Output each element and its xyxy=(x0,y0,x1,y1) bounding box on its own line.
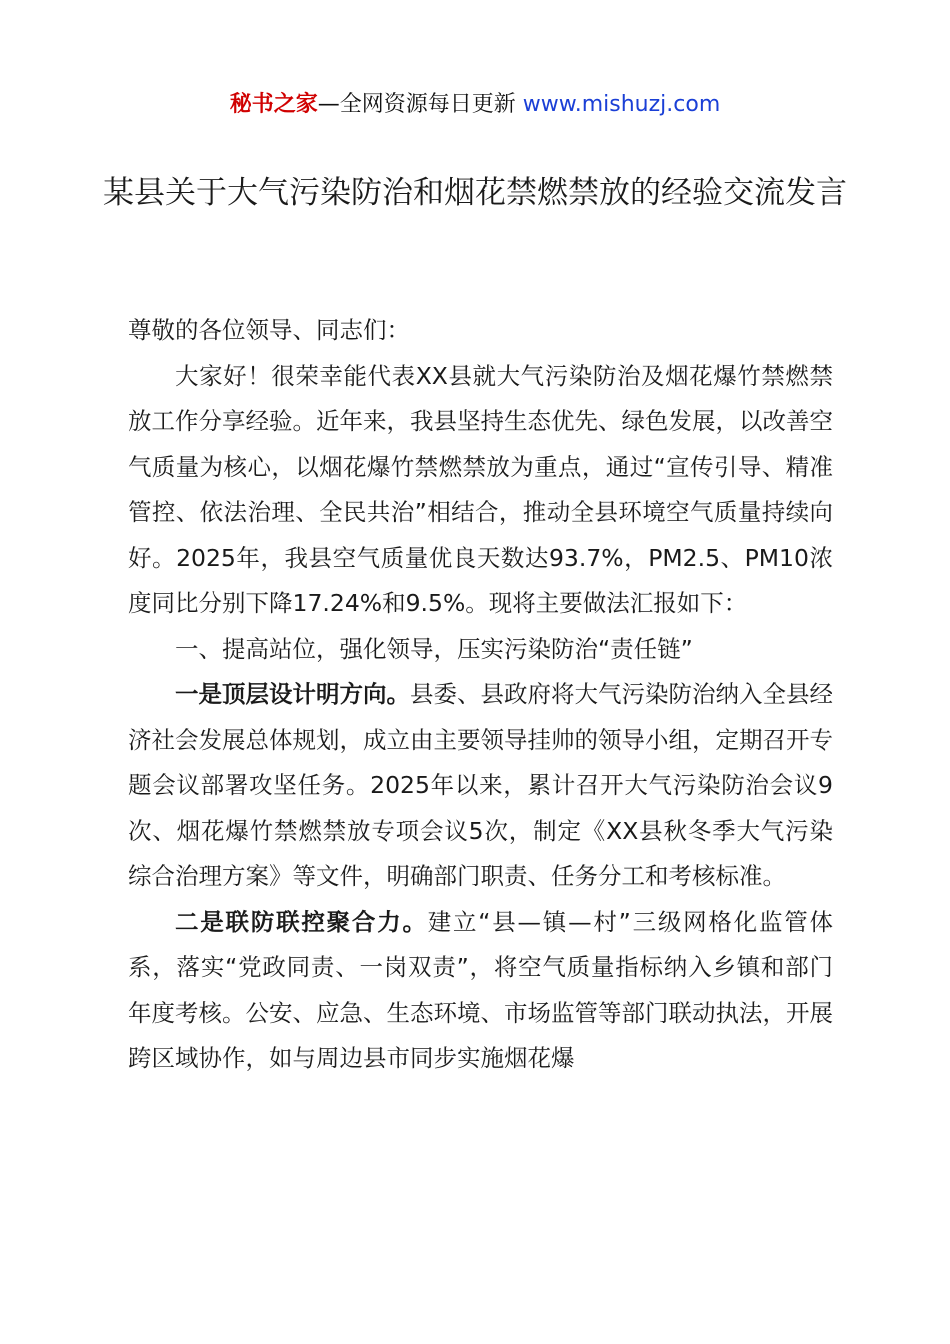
document-body xyxy=(128,308,833,1082)
document-title: 某县关于大气污染防治和烟花禁燃禁放的经验交流发言 xyxy=(103,175,847,211)
header-tagline: —全网资源每日更新 xyxy=(317,92,523,117)
point-2-body: 建立“县—镇—村”三级网格化监管体系，落实“党政同责、一岗双责”，将空气质量指标纳入乡镇和部门年度考核。公安、应急、生态环境、市场监管等部门联动执法，开展跨区域协作，如与周边县市同步实施烟花爆 xyxy=(128,907,833,1072)
point-2-paragraph xyxy=(128,900,833,1082)
point-1-paragraph xyxy=(128,672,833,900)
point-1-lead: 一是顶层设计明方向。 xyxy=(175,680,410,708)
section-1-heading: 一、提高站位，强化领导，压实污染防治“责任链” xyxy=(175,634,693,663)
salutation: 尊敬的各位领导、同志们： xyxy=(128,316,410,344)
site-url-link[interactable]: www.mishuzj.com xyxy=(522,92,721,117)
brand-name: 秘书之家 xyxy=(229,92,318,117)
site-header xyxy=(0,88,950,122)
intro-paragraph: 大家好！很荣幸能代表XX县就大气污染防治及烟花爆竹禁燃禁放工作分享经验。近年来，我县坚持生态优先、绿色发展，以改善空气质量为核心，以烟花爆竹禁燃禁放为重点，通过“宣传引导、精准管控、依法治理、全民共治”相结合，推动全县环境空气质量持续向好。2025年，我县空气质量优良天数达93.7%，PM2.5、PM10浓度同比分别下降17.24%和9.5%。现将主要做法汇报如下： xyxy=(128,361,833,617)
point-1-body: 县委、县政府将大气污染防治纳入全县经济社会发展总体规划，成立由主要领导挂帅的领导小组，定期召开专题会议部署攻坚任务。2025年以来，累计召开大气污染防治会议9次、烟花爆竹禁燃禁放专项会议5次，制定《XX县秋冬季大气污染综合治理方案》等文件，明确部门职责、任务分工和考核标准。 xyxy=(128,680,833,890)
point-2-lead: 二是联防联控聚合力。 xyxy=(175,907,428,936)
